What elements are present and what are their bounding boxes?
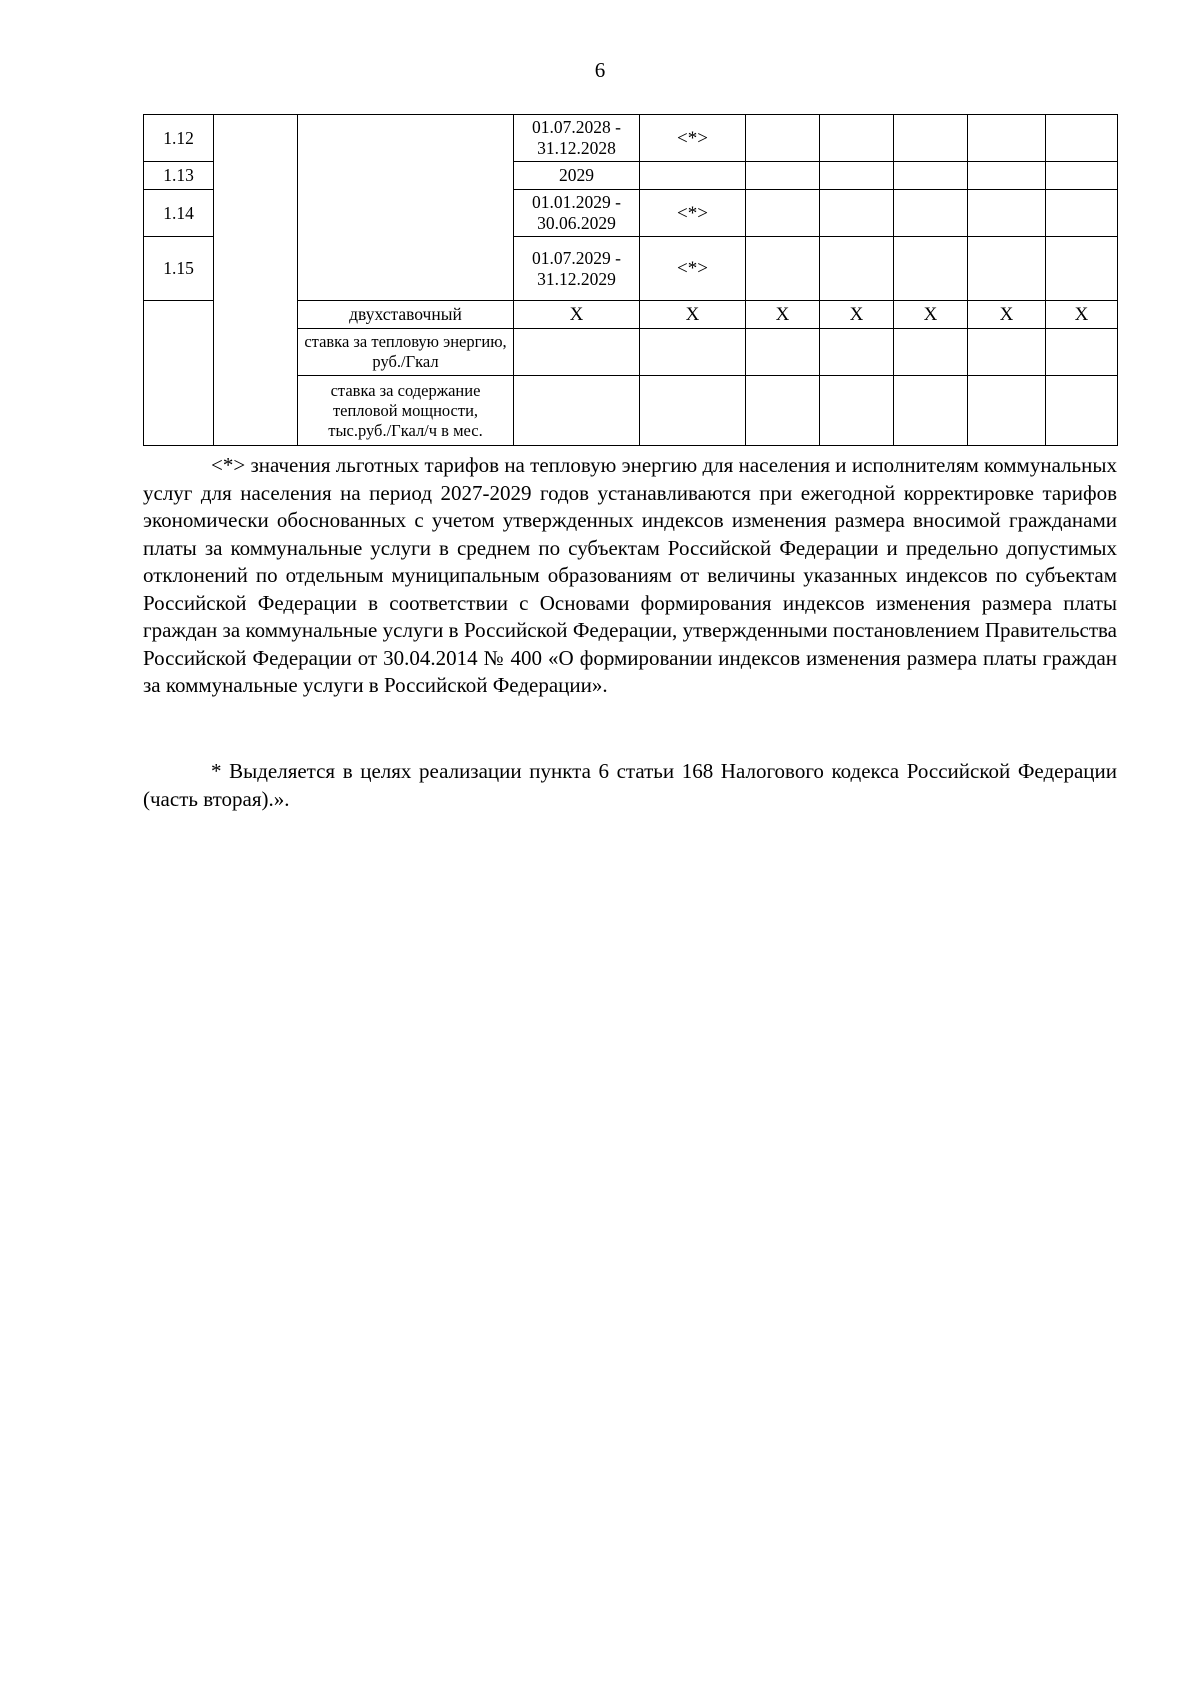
empty-cell bbox=[894, 376, 968, 446]
empty-cell bbox=[514, 329, 640, 376]
merged-empty-cell bbox=[298, 115, 514, 301]
period-cell: 2029 bbox=[514, 162, 640, 190]
period-cell: 01.07.2029 - 31.12.2029 bbox=[514, 237, 640, 301]
empty-cell bbox=[1046, 115, 1118, 162]
capacity-rate-label: ставка за содержание тепловой мощности, тыс.руб./Гкал/ч в мес. bbox=[298, 376, 514, 446]
x-mark: X bbox=[640, 301, 746, 329]
empty-cell bbox=[746, 190, 820, 237]
empty-cell bbox=[894, 329, 968, 376]
footnote-asterisk-text: * Выделяется в целях реализации пункта 6 статьи 168 Налогового кодекса Российской Федерации (часть вторая).». bbox=[143, 759, 1117, 811]
footnote-star-text: <*> значения льготных тарифов на тепловую энергию для населения и исполнителям коммунальных услуг для населения на период 2027-2029 годов устанавливаются при ежегодной корректировке тарифов экономически обоснованных с учетом утвержденных индексов изменения размера вносимой гражданами платы за коммунальные услуги в среднем по субъектам Российской Федерации и предельно допустимых отклонений по отдельным муниципальным образованиям от величины указанных индексов по субъектам Российской Федерации в соответствии с Основами формирования индексов изменения размера платы граждан за коммунальные услуги в Российской Федерации, утвержденными постановлением Правительства Российской Федерации от 30.04.2014 № 400 «О формировании индексов изменения размера платы граждан за коммунальные услуги в Российской Федерации». bbox=[143, 453, 1117, 697]
empty-cell bbox=[820, 162, 894, 190]
empty-cell bbox=[968, 115, 1046, 162]
x-mark: X bbox=[820, 301, 894, 329]
period-cell: 01.01.2029 - 30.06.2029 bbox=[514, 190, 640, 237]
table-row bbox=[144, 115, 1118, 162]
two-rate-label: двухставочный bbox=[298, 301, 514, 329]
footnote-asterisk-note bbox=[143, 758, 1117, 813]
energy-rate-label: ставка за тепловую энергию, руб./Гкал bbox=[298, 329, 514, 376]
row-number-cell: 1.15 bbox=[144, 237, 214, 301]
empty-cell bbox=[968, 162, 1046, 190]
empty-cell bbox=[820, 190, 894, 237]
empty-cell bbox=[894, 237, 968, 301]
empty-cell bbox=[1046, 376, 1118, 446]
empty-cell bbox=[640, 329, 746, 376]
tariff-value-cell: <*> bbox=[640, 115, 746, 162]
empty-cell bbox=[894, 162, 968, 190]
empty-cell bbox=[968, 329, 1046, 376]
x-mark: X bbox=[514, 301, 640, 329]
tariff-value-cell: <*> bbox=[640, 237, 746, 301]
row-number-cell: 1.13 bbox=[144, 162, 214, 190]
empty-cell bbox=[640, 376, 746, 446]
footnote-star-note bbox=[143, 452, 1117, 700]
period-cell: 01.07.2028 - 31.12.2028 bbox=[514, 115, 640, 162]
empty-cell bbox=[1046, 329, 1118, 376]
x-mark: X bbox=[1046, 301, 1118, 329]
empty-cell bbox=[746, 115, 820, 162]
x-mark: X bbox=[894, 301, 968, 329]
tariff-value-cell bbox=[640, 162, 746, 190]
merged-empty-cell bbox=[144, 301, 214, 446]
empty-cell bbox=[746, 376, 820, 446]
empty-cell bbox=[746, 329, 820, 376]
row-number-cell: 1.14 bbox=[144, 190, 214, 237]
merged-empty-cell bbox=[214, 115, 298, 446]
empty-cell bbox=[1046, 237, 1118, 301]
row-number-cell: 1.12 bbox=[144, 115, 214, 162]
empty-cell bbox=[746, 237, 820, 301]
empty-cell bbox=[968, 237, 1046, 301]
empty-cell bbox=[1046, 162, 1118, 190]
empty-cell bbox=[514, 376, 640, 446]
empty-cell bbox=[968, 190, 1046, 237]
empty-cell bbox=[894, 190, 968, 237]
tariff-value-cell: <*> bbox=[640, 190, 746, 237]
empty-cell bbox=[746, 162, 820, 190]
empty-cell bbox=[820, 329, 894, 376]
empty-cell bbox=[820, 115, 894, 162]
empty-cell bbox=[894, 115, 968, 162]
tariff-table bbox=[143, 114, 1118, 446]
empty-cell bbox=[820, 237, 894, 301]
empty-cell bbox=[820, 376, 894, 446]
x-mark: X bbox=[968, 301, 1046, 329]
page-number: 6 bbox=[594, 58, 606, 82]
empty-cell bbox=[1046, 190, 1118, 237]
empty-cell bbox=[968, 376, 1046, 446]
x-mark: X bbox=[746, 301, 820, 329]
